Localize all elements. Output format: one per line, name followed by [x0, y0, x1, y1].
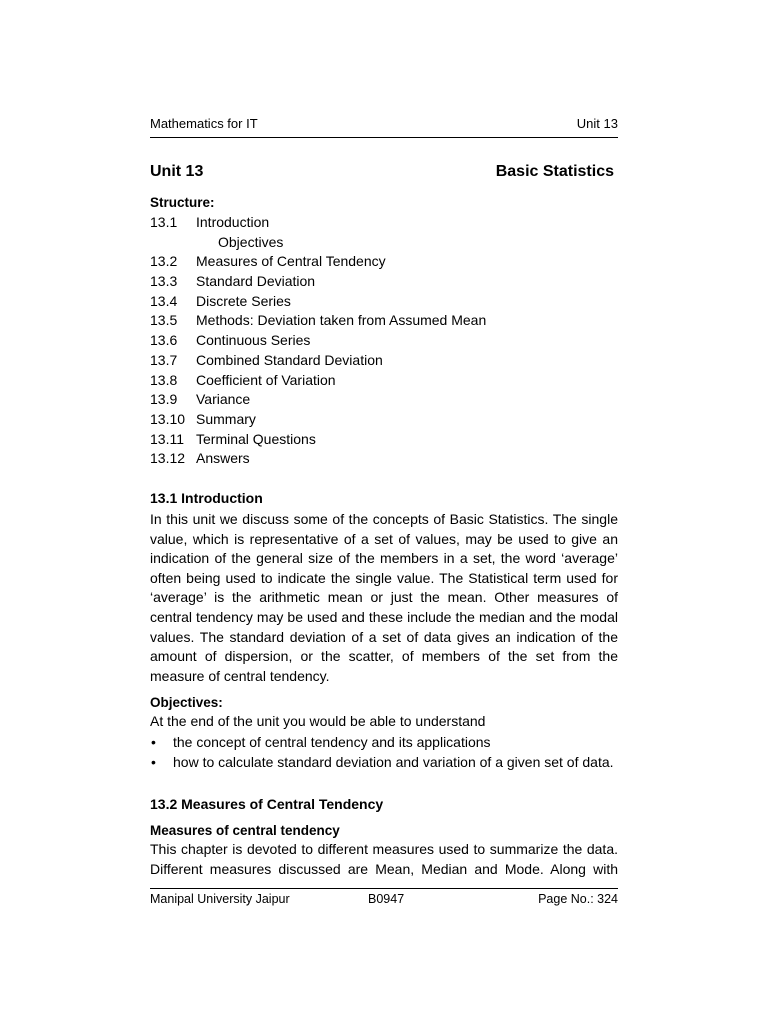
structure-item-label: Summary [196, 410, 256, 427]
central-tendency-section [150, 796, 618, 879]
structure-item-number: 13.8 [150, 371, 178, 388]
objectives-section [150, 695, 618, 772]
structure-item-label: Answers [196, 450, 250, 467]
structure-item-label: Coefficient of Variation [196, 371, 336, 388]
introduction-paragraph: In this unit we discuss some of the concepts of Basic Statistics. The single value, which is representative of a set of values, may be used to give an indication of the general size of the members in a set, the word ‘average’ often being used to indicate the single value. The Statistical term used for ‘average’ is the arithmetic mean or just the mean. Other measures of central tendency may be used and these include the median and the modal values. The standard deviation of a set of data gives an indication of the amount of dispersion, or the scatter, of members of the set from the measure of central tendency. [150, 511, 618, 684]
structure-item [150, 331, 618, 351]
list-item [150, 732, 618, 752]
structure-item-label: Objectives [218, 233, 284, 250]
structure-item [150, 449, 618, 469]
structure-item-number: 13.2 [150, 253, 178, 270]
structure-item-number: 13.1 [150, 214, 178, 230]
structure-item-number: 13.5 [150, 312, 178, 329]
structure-item [150, 410, 618, 430]
footer-page-number: Page No.: 324 [538, 892, 618, 906]
central-tendency-heading: 13.2 Measures of Central Tendency [150, 796, 384, 812]
header-course-title: Mathematics for IT [150, 116, 258, 131]
structure-item-label: Measures of Central Tendency [196, 253, 386, 270]
structure-item [150, 390, 618, 410]
structure-item [150, 252, 618, 272]
list-item [150, 752, 618, 772]
objectives-heading: Objectives: [150, 695, 223, 710]
structure-item-label: Variance [196, 391, 251, 408]
structure-item-number: 13.7 [150, 351, 178, 368]
structure-item [150, 371, 618, 391]
structure-item-number: 13.4 [150, 292, 178, 309]
structure-item-number: 13.6 [150, 332, 178, 349]
structure-item-label: Discrete Series [196, 292, 291, 309]
footer-course-code: B0947 [368, 892, 405, 906]
structure-item [150, 430, 618, 450]
introduction-section [150, 490, 618, 686]
header-unit-label: Unit 13 [576, 116, 618, 131]
structure-item [150, 311, 618, 331]
unit-title-row [150, 163, 614, 181]
structure-item [150, 351, 618, 371]
structure-item [150, 213, 618, 233]
structure-heading: Structure: [150, 195, 215, 210]
objective-text: the concept of central tendency and its applications [173, 733, 491, 750]
structure-list [150, 213, 618, 469]
structure-item-number: 13.11 [150, 430, 184, 447]
footer-university: Manipal University Jaipur [150, 892, 290, 906]
structure-item-label: Introduction [196, 214, 270, 230]
structure-item-label: Combined Standard Deviation [196, 351, 383, 368]
objective-text: how to calculate standard deviation and variation of a given set of data. [173, 753, 614, 770]
structure-item-number: 13.10 [150, 410, 186, 427]
bullet-icon: • [151, 733, 156, 750]
objectives-lead: At the end of the unit you would be able to understand [150, 713, 486, 729]
unit-title: Basic Statistics [495, 163, 614, 180]
structure-item [150, 292, 618, 312]
bullet-icon: • [151, 753, 156, 770]
objectives-list [150, 732, 618, 772]
structure-item-label: Terminal Questions [196, 430, 316, 447]
structure-item-label: Standard Deviation [196, 273, 316, 290]
structure-item [150, 272, 618, 292]
structure-item [150, 233, 618, 253]
structure-item-number: 13.3 [150, 273, 178, 290]
central-tendency-paragraph: This chapter is devoted to different measures used to summarize the data. Different measures discussed are Mean, Median and Mode. Along with [150, 841, 618, 877]
footer-divider [150, 888, 618, 889]
structure-item-number: 13.9 [150, 391, 178, 408]
structure-item-number [150, 233, 196, 253]
structure-item-label: Methods: Deviation taken from Assumed Mean [196, 312, 487, 329]
structure-item-label: Continuous Series [196, 332, 311, 349]
central-tendency-subheading: Measures of central tendency [150, 823, 340, 838]
structure-item-number: 13.12 [150, 450, 186, 467]
unit-label: Unit 13 [150, 163, 204, 180]
introduction-heading: 13.1 Introduction [150, 490, 263, 506]
header-divider [150, 137, 618, 138]
page-header [150, 116, 618, 131]
